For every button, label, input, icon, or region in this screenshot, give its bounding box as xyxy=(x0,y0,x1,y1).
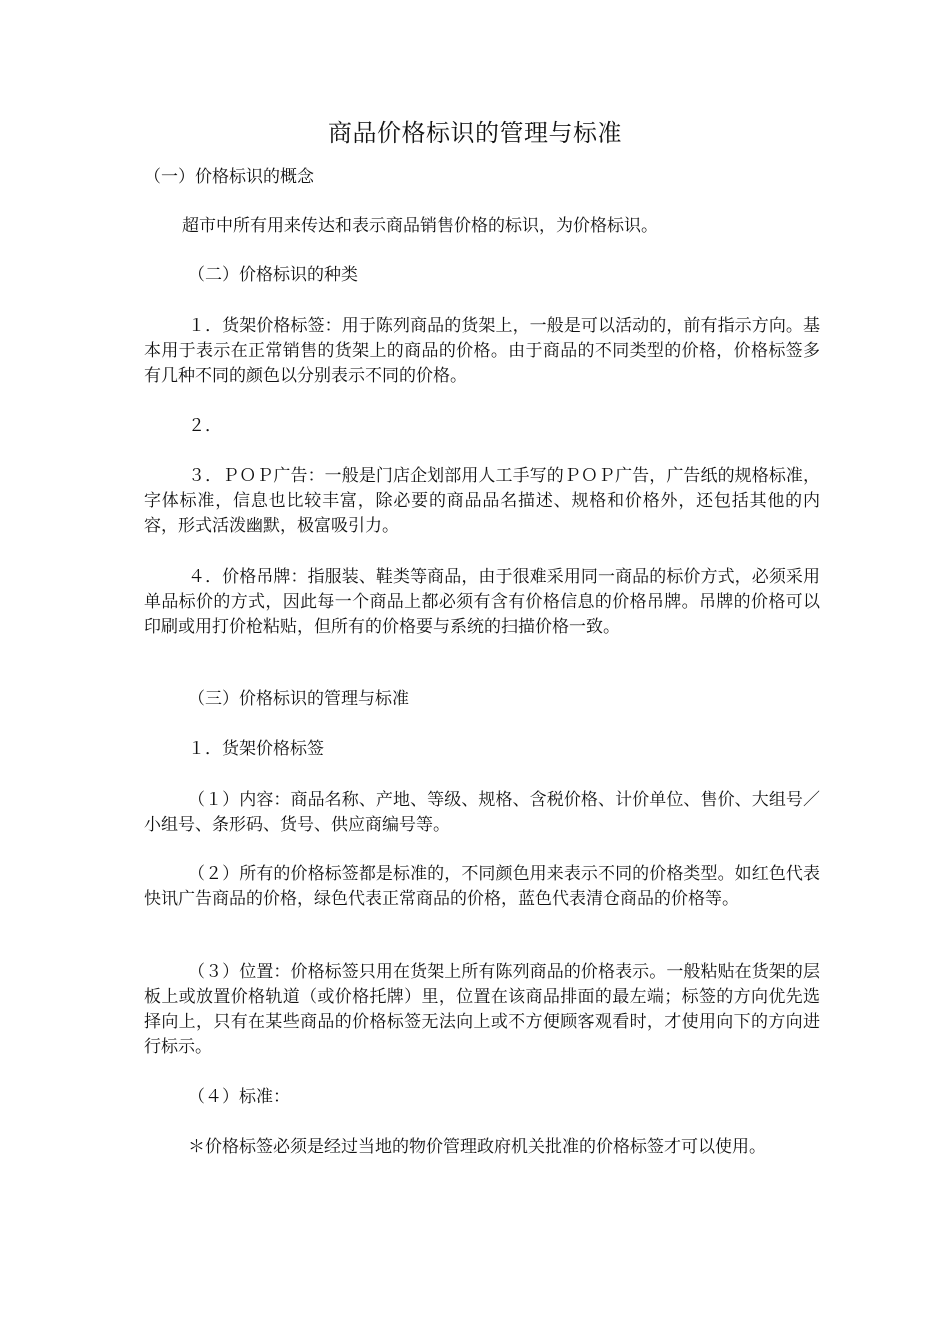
paragraph-approval: ＊价格标签必须是经过当地的物价管理政府机关批准的价格标签才可以使用。 xyxy=(188,1137,766,1157)
document-title: 商品价格标识的管理与标准 xyxy=(328,119,622,147)
paragraph-standard-heading: （４）标准： xyxy=(188,1087,290,1107)
paragraph-content: （１）内容：商品名称、产地、等级、规格、含税价格、计价单位、售价、大组号／小组号、条形码、货号、供应商编号等。 xyxy=(144,790,820,835)
paragraph-pop-ad: ３．ＰＯＰ广告：一般是门店企划部用人工手写的ＰＯＰ广告，广告纸的规格标准，字体标准，信息也比较丰富，除必要的商品品名描述、规格和价格外，还包括其他的内容，形式活泼幽默，极富吸引力。 xyxy=(144,466,820,536)
paragraph-price-tag: ４．价格吊牌：指服装、鞋类等商品，由于很难采用同一商品的标价方式，必须采用单品标价的方式，因此每一个商品上都必须有含有价格信息的价格吊牌。吊牌的价格可以印刷或用打价枪粘贴，但所有的价格要与系统的扫描价格一致。 xyxy=(144,567,820,637)
section-heading-concept: （一）价格标识的概念 xyxy=(144,167,314,187)
paragraph-shelf-label: １．货架价格标签：用于陈列商品的货架上，一般是可以活动的，前有指示方向。基本用于表示在正常销售的货架上的商品的价格。由于商品的不同类型的价格，价格标签多有几种不同的颜色以分别表示不同的价格。 xyxy=(144,316,820,386)
paragraph-definition: 超市中所有用来传达和表示商品销售价格的标识，为价格标识。 xyxy=(182,216,658,236)
paragraph-standard-colors: （２）所有的价格标签都是标准的，不同颜色用来表示不同的价格类型。如红色代表快讯广告商品的价格，绿色代表正常商品的价格，蓝色代表清仓商品的价格等。 xyxy=(144,864,820,909)
section-heading-management: （三）价格标识的管理与标准 xyxy=(188,689,409,709)
paragraph-item-2: ２． xyxy=(188,416,222,436)
paragraph-position: （３）位置：价格标签只用在货架上所有陈列商品的价格表示。一般粘贴在货架的层板上或放置价格轨道（或价格托牌）里，位置在该商品排面的最左端；标签的方向优先选择向上，只有在某些商品的价格标签无法向上或不方便顾客观看时，才使用向下的方向进行标示。 xyxy=(144,962,820,1057)
section-heading-types: （二）价格标识的种类 xyxy=(188,265,358,285)
subheading-shelf-label: １．货架价格标签 xyxy=(188,739,324,759)
